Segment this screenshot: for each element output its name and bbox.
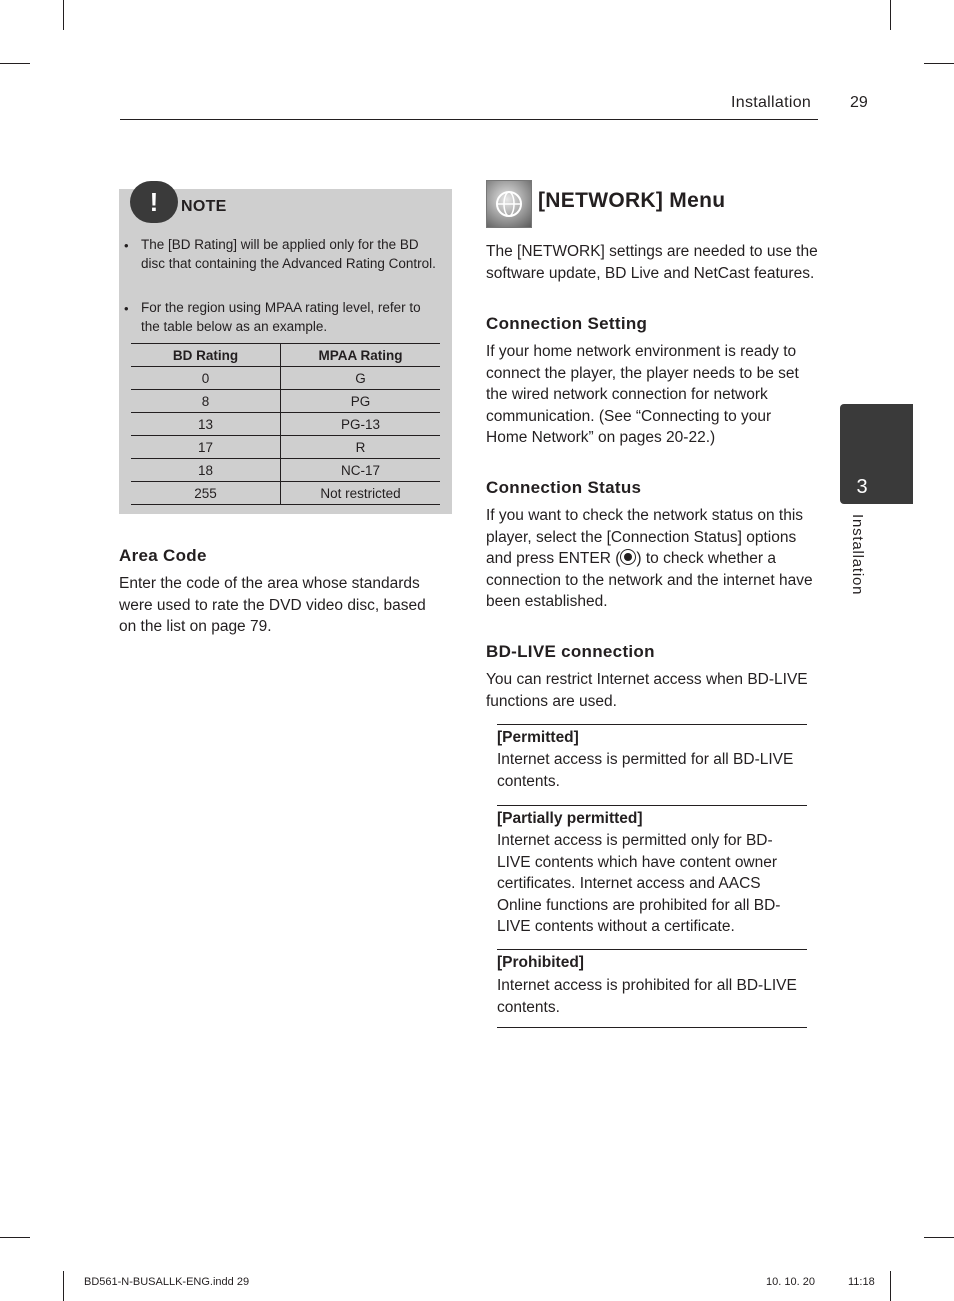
note-bullet-text: For the region using MPAA rating level, refer to the table below as an example.: [141, 300, 421, 334]
table-cell: 8: [131, 390, 281, 413]
footer-file: BD561-N-BUSALLK-ENG.indd 29: [84, 1276, 250, 1288]
table-row: [131, 367, 440, 390]
connection-status-body: [486, 505, 821, 613]
note-bullet-text: The [BD Rating] will be applied only for the BD disc that containing the Advanced Rating Control.: [141, 237, 436, 271]
bd-live-heading: BD-LIVE connection: [486, 642, 655, 661]
area-code-body: Enter the code of the area whose standards were used to rate the DVD video disc, based on the list on page 79.: [119, 575, 426, 635]
crop-mark: [0, 1237, 30, 1238]
table-cell: 0: [131, 367, 281, 390]
globe-icon: [494, 189, 524, 219]
bd-live-body: You can restrict Internet access when BD-LIVE functions are used.: [486, 671, 808, 710]
connection-status-text: If you want to check the network status on this player, select the [Connection Status] options and press ENTER (: [486, 507, 804, 567]
table-row: [131, 436, 440, 459]
table-cell: R: [281, 436, 441, 459]
column-header-mpaa-rating: MPAA Rating: [281, 344, 441, 367]
exclamation-icon: !: [130, 181, 178, 223]
table-cell: PG: [281, 390, 441, 413]
table-cell: 17: [131, 436, 281, 459]
footer-time: 11:18: [848, 1276, 875, 1288]
table-cell: 13: [131, 413, 281, 436]
bullet-dot: •: [124, 238, 129, 253]
crop-mark: [63, 0, 64, 30]
footer-date: 10. 10. 20: [766, 1276, 815, 1288]
table-row: [131, 390, 440, 413]
enter-button-icon: [620, 549, 636, 565]
option-rule: [497, 1027, 807, 1028]
network-menu-title: [NETWORK] Menu: [538, 189, 726, 212]
option-permitted-desc: Internet access is permitted for all BD-LIVE contents.: [497, 751, 794, 790]
table-cell: PG-13: [281, 413, 441, 436]
crop-mark: [924, 63, 954, 64]
connection-status-text: ) to check whether a connection to the network and the internet have been established.: [486, 550, 813, 610]
option-permitted-label: [Permitted]: [497, 729, 579, 746]
option-prohibited-desc: Internet access is prohibited for all BD-LIVE contents.: [497, 977, 797, 1016]
table-cell: 18: [131, 459, 281, 482]
network-intro: The [NETWORK] settings are needed to use the software update, BD Live and NetCast features.: [486, 243, 818, 282]
note-title: NOTE: [181, 198, 227, 215]
chapter-number: 3: [856, 476, 868, 498]
table-row: [131, 413, 440, 436]
option-partially-permitted-desc: Internet access is permitted only for BD-LIVE contents which have content owner certificates. Internet access and AACS Online functions are prohibited for all BD-LIVE contents without a certificate.: [497, 832, 781, 935]
connection-status-heading: Connection Status: [486, 478, 642, 497]
option-rule: [497, 949, 807, 950]
bullet-dot: •: [124, 301, 129, 316]
table-cell: 255: [131, 482, 281, 505]
table-row: [131, 482, 440, 505]
table-header-row: [131, 344, 440, 367]
connection-setting-body: If your home network environment is ready to connect the player, the player needs to be set the wired network connection for network communication. (See “Connecting to your Home Network” on pages 20-22.): [486, 343, 799, 446]
crop-mark: [890, 0, 891, 30]
rating-table: [131, 343, 440, 505]
option-rule: [497, 805, 807, 806]
running-header-section: Installation: [731, 94, 812, 111]
connection-setting-heading: Connection Setting: [486, 314, 648, 333]
option-rule: [497, 724, 807, 725]
column-header-bd-rating: BD Rating: [131, 344, 281, 367]
crop-mark: [0, 63, 30, 64]
network-globe-icon: [486, 180, 532, 228]
area-code-heading: Area Code: [119, 546, 207, 565]
table-cell: Not restricted: [281, 482, 441, 505]
page-number: 29: [850, 94, 868, 111]
table-cell: NC-17: [281, 459, 441, 482]
header-rule: [120, 119, 818, 120]
crop-mark: [63, 1271, 64, 1301]
table-cell: G: [281, 367, 441, 390]
crop-mark: [890, 1271, 891, 1301]
option-partially-permitted-label: [Partially permitted]: [497, 810, 643, 827]
chapter-label: Installation: [849, 514, 866, 596]
table-row: [131, 459, 440, 482]
crop-mark: [924, 1237, 954, 1238]
option-prohibited-label: [Prohibited]: [497, 954, 584, 971]
